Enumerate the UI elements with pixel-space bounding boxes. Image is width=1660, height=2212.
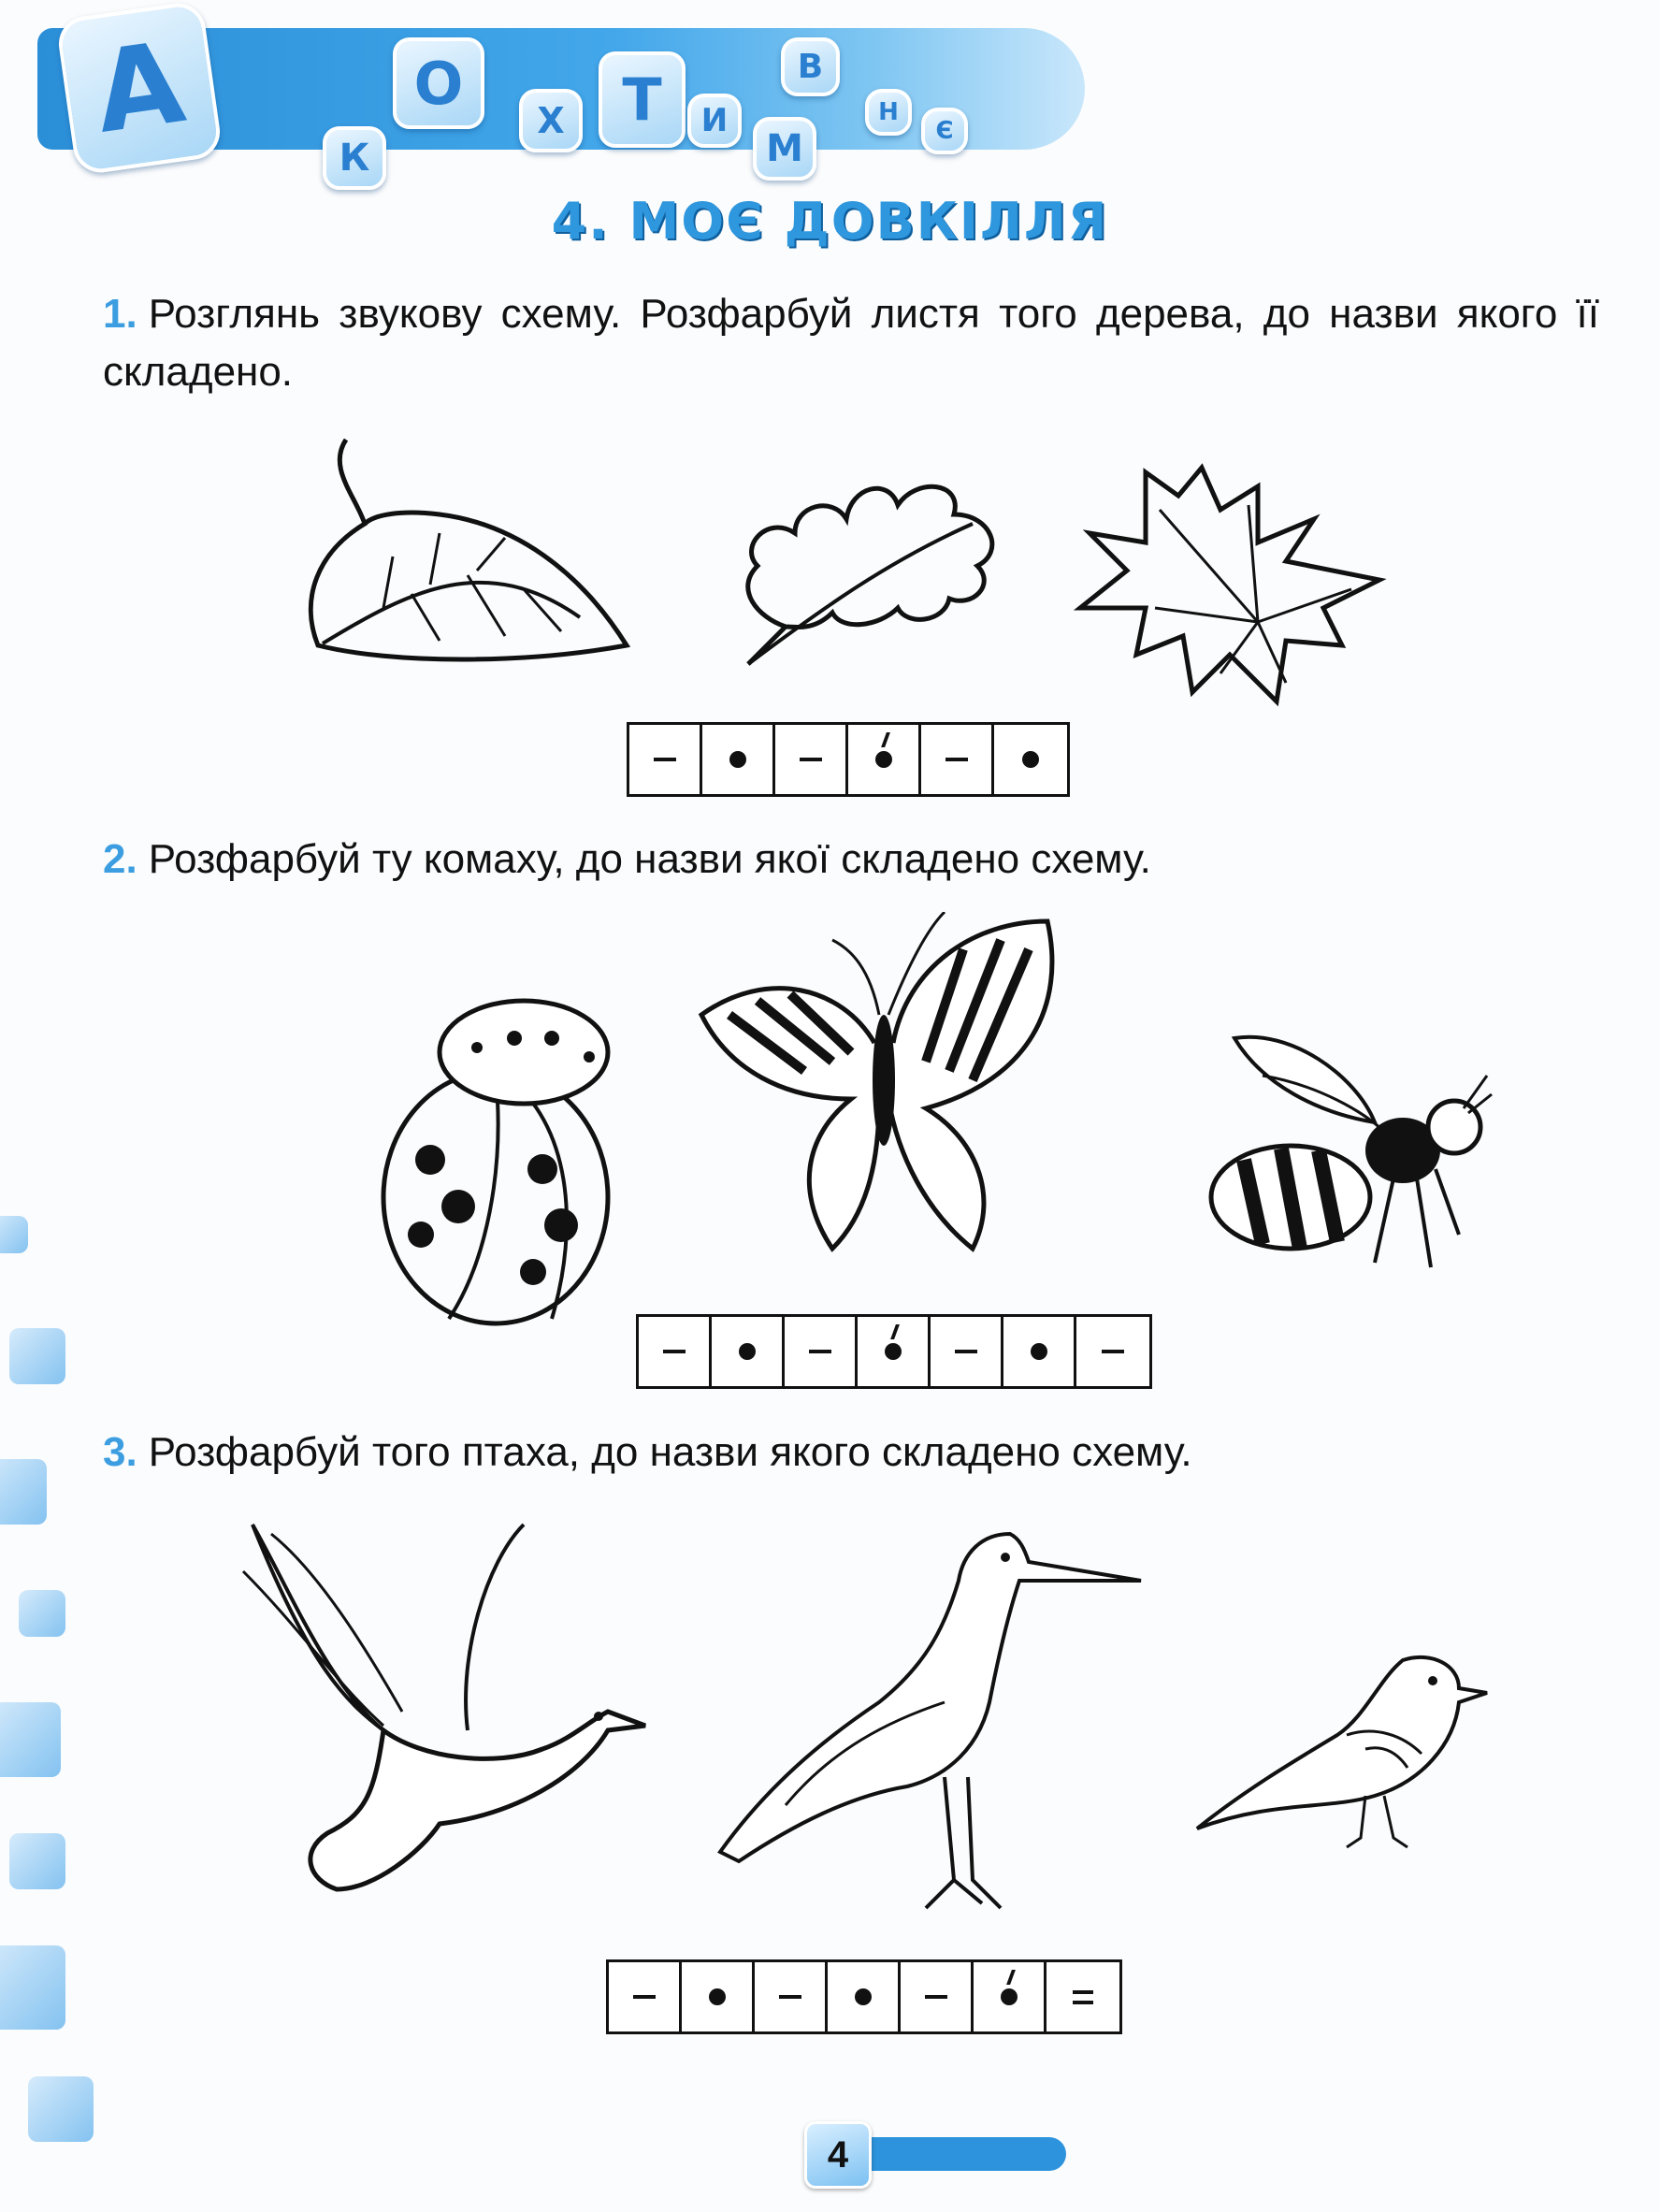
decoration <box>0 1459 47 1525</box>
task-text: Розфарбуй ту комаху, до назви якої складено схему. <box>148 836 1151 882</box>
task-1-instruction <box>103 285 1599 401</box>
chapter-title: 4. МОЄ ДОВКІЛЛЯ <box>551 192 1109 251</box>
sparrow-icon[interactable] <box>1188 1641 1496 1857</box>
decoration <box>19 1590 65 1637</box>
scheme-cell-consonant <box>901 1962 974 2031</box>
task-text: Розглянь звукову схему. Розфарбуй листя того дерева, до назви якого її складено. <box>103 291 1599 395</box>
birch-leaf-icon[interactable] <box>299 430 636 673</box>
page-number-bar <box>860 2137 1066 2171</box>
scheme-cell-stressed-vowel <box>974 1962 1047 2031</box>
scheme-cell-stressed-vowel <box>848 725 921 794</box>
sound-scheme-1 <box>627 722 1070 797</box>
banner-letter: А <box>55 0 224 176</box>
butterfly-icon[interactable] <box>692 912 1085 1258</box>
scheme-cell-soft-consonant <box>1047 1962 1119 2031</box>
sound-scheme-3 <box>606 1959 1122 2034</box>
crow-icon[interactable] <box>711 1525 1160 1927</box>
decoration <box>0 1216 28 1253</box>
page-number: 4 <box>804 2121 872 2189</box>
scheme-cell-vowel <box>1003 1317 1076 1386</box>
oak-leaf-icon[interactable] <box>729 458 1010 673</box>
scheme-cell-consonant <box>921 725 994 794</box>
banner-letter: Т <box>599 51 686 148</box>
scheme-cell-consonant <box>629 725 702 794</box>
task-text: Розфарбуй того птаха, до назви якого складено схему. <box>148 1429 1192 1475</box>
task-3-instruction <box>103 1424 1599 1482</box>
banner-letter: И <box>687 94 742 148</box>
ladybug-icon[interactable] <box>365 982 645 1328</box>
maple-leaf-icon[interactable] <box>1071 458 1389 711</box>
decoration <box>0 1702 61 1777</box>
banner-letter: К <box>323 126 386 190</box>
task-number: 2. <box>103 836 137 882</box>
task-number: 3. <box>103 1429 137 1475</box>
scheme-cell-consonant <box>755 1962 828 2031</box>
scheme-cell-vowel <box>994 725 1067 794</box>
scheme-cell-consonant <box>639 1317 712 1386</box>
scheme-cell-consonant <box>785 1317 858 1386</box>
banner-letter: Є <box>921 108 968 154</box>
scheme-cell-consonant <box>609 1962 682 2031</box>
sound-scheme-2 <box>636 1314 1152 1389</box>
scheme-cell-vowel <box>702 725 775 794</box>
dove-icon[interactable] <box>234 1515 655 1908</box>
scheme-cell-consonant <box>1076 1317 1149 1386</box>
scheme-cell-consonant <box>931 1317 1003 1386</box>
decoration <box>9 1328 65 1384</box>
banner-letter: В <box>781 37 840 96</box>
task-number: 1. <box>103 291 137 337</box>
banner-letter: Н <box>865 89 912 136</box>
scheme-cell-consonant <box>775 725 848 794</box>
scheme-cell-vowel <box>712 1317 785 1386</box>
decoration <box>9 1833 65 1889</box>
scheme-cell-vowel <box>682 1962 755 2031</box>
banner-letter: О <box>393 37 484 129</box>
scheme-cell-stressed-vowel <box>858 1317 931 1386</box>
decoration <box>28 2076 94 2142</box>
wasp-icon[interactable] <box>1206 1019 1496 1272</box>
banner-letter: Х <box>519 89 583 152</box>
banner-letter: М <box>753 117 816 181</box>
decoration <box>0 1945 65 2030</box>
scheme-cell-vowel <box>828 1962 901 2031</box>
task-2-instruction <box>103 831 1599 889</box>
